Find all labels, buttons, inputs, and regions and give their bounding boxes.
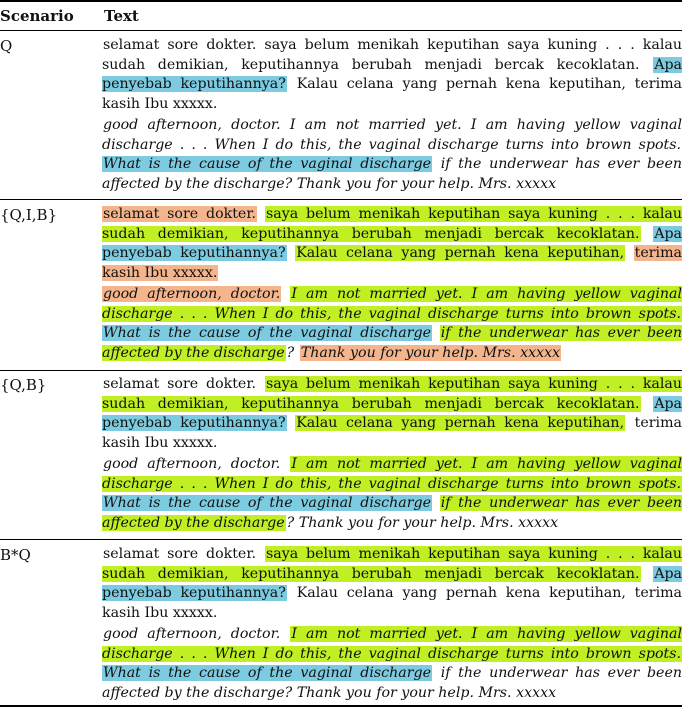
plain-segment: ? Thank you for your help. Mrs. xxxxx	[286, 514, 559, 531]
background-highlight: saya belum menikah keputihan saya kuning . . . kalau sudah demikian, keputihannya berubah menjadi bercak kecoklatan.	[102, 376, 682, 412]
header-text: Text	[104, 7, 139, 25]
english-text	[102, 116, 682, 194]
indonesian-text	[102, 36, 682, 114]
row-rule	[0, 199, 682, 200]
top-rule	[0, 0, 682, 2]
english-text	[102, 455, 682, 533]
bottom-rule	[0, 705, 682, 707]
plain-segment: selamat sore dokter. saya belum menikah keputihan saya kuning . . . kalau sudah demikian, keputihannya berubah menjadi bercak kecoklatan.	[102, 37, 682, 73]
question-highlight: What is the cause of the vaginal discharge	[103, 156, 431, 172]
header-rule	[0, 30, 682, 31]
question-highlight: Apa penyebab keputihannya?	[102, 225, 682, 261]
plain-segment: if the underwear has ever been affected by the discharge? Thank you for your help. Mrs. xxxxx	[102, 156, 682, 192]
background-highlight: I am not married yet. I am having yellow vaginal discharge . . . When I do this, the vaginal discharge turns into brown spots.	[102, 626, 682, 662]
plain-segment: terima kasih Ibu xxxxx.	[102, 415, 682, 451]
english-text	[102, 625, 682, 703]
row-rule	[0, 539, 682, 540]
question-highlight: What is the cause of the vaginal discharge	[103, 495, 431, 511]
plain-segment: if the underwear has ever been affected by the discharge? Thank you for your help. Mrs. xxxxx	[102, 665, 682, 701]
plain-segment: selamat sore dokter.	[103, 546, 257, 562]
scenario-label: {Q,I,B}	[0, 206, 58, 224]
background-highlight: saya belum menikah keputihan saya kuning . . . kalau sudah demikian, keputihannya berubah menjadi bercak kecoklatan.	[102, 546, 682, 582]
background-highlight: Kalau celana yang pernah kena keputihan,	[296, 245, 625, 261]
plain-segment: Kalau celana yang pernah kena keputihan, terima kasih Ibu xxxxx.	[102, 585, 682, 621]
plain-segment: good afternoon, doctor.	[103, 626, 281, 642]
irrelevant-highlight: selamat sore dokter.	[103, 206, 257, 222]
background-highlight: if the underwear has ever been affected by the discharge	[102, 495, 682, 531]
english-text	[102, 285, 682, 363]
plain-segment: Kalau celana yang pernah kena keputihan, terima kasih Ibu xxxxx.	[102, 76, 682, 112]
table-header	[0, 4, 682, 28]
indonesian-text	[102, 205, 682, 283]
scenario-label: Q	[0, 37, 13, 55]
background-highlight: saya belum menikah keputihan saya kuning . . . kalau sudah demikian, keputihannya berubah menjadi bercak kecoklatan.	[102, 206, 682, 242]
background-highlight: I am not married yet. I am having yellow vaginal discharge . . . When I do this, the vaginal discharge turns into brown spots.	[102, 286, 682, 322]
plain-segment: good afternoon, doctor.	[103, 456, 281, 472]
irrelevant-highlight: terima kasih Ibu xxxxx.	[102, 245, 682, 281]
scenario-label: B*Q	[0, 546, 31, 564]
question-highlight: Apa penyebab keputihannya?	[102, 565, 682, 601]
question-highlight: What is the cause of the vaginal discharge	[103, 665, 431, 681]
question-highlight: What is the cause of the vaginal discharge	[103, 325, 431, 341]
background-highlight: if the underwear has ever been affected by the discharge	[102, 325, 682, 361]
background-highlight: Kalau celana yang pernah kena keputihan,	[296, 415, 625, 431]
indonesian-text	[102, 545, 682, 623]
header-scenario: Scenario	[0, 7, 74, 25]
irrelevant-highlight: good afternoon, doctor.	[103, 286, 281, 302]
plain-segment: good afternoon, doctor. I am not married yet. I am having yellow vaginal discharge . . . When I do this, the vaginal discharge turns into brown spots.	[102, 117, 682, 153]
scenario-label: {Q,B}	[0, 376, 47, 394]
irrelevant-highlight: Thank you for your help. Mrs. xxxxx	[300, 344, 561, 361]
indonesian-text	[102, 375, 682, 453]
row-rule	[0, 370, 682, 371]
question-highlight: Apa penyebab keputihannya?	[102, 56, 682, 92]
background-highlight: I am not married yet. I am having yellow vaginal discharge . . . When I do this, the vaginal discharge turns into brown spots.	[102, 456, 682, 492]
plain-segment: ?	[286, 344, 295, 361]
question-highlight: Apa penyebab keputihannya?	[102, 395, 682, 431]
plain-segment: selamat sore dokter.	[103, 376, 257, 392]
